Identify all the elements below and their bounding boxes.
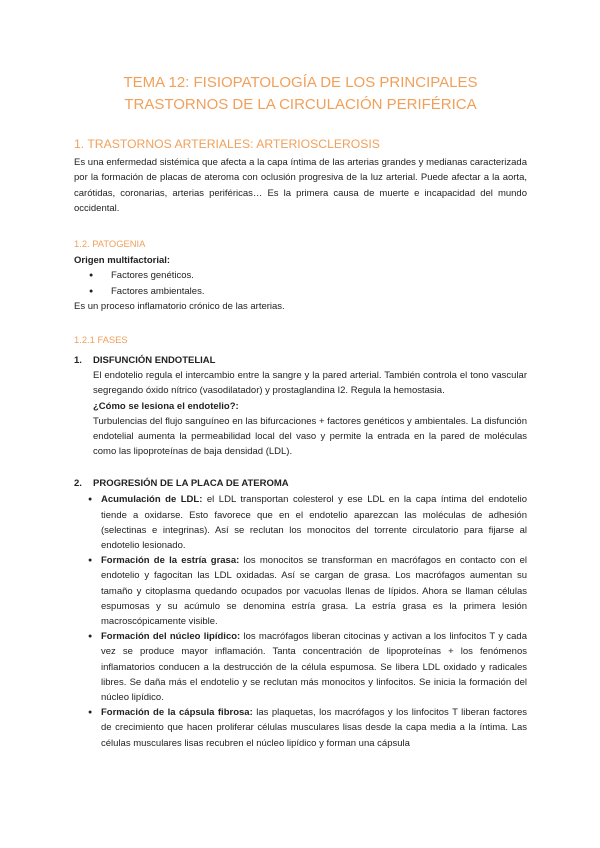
subsection-heading: 1.2. PATOGENIA <box>74 238 146 249</box>
section-heading: 1. TRASTORNOS ARTERIALES: ARTERIOSCLEROSIS <box>74 137 380 151</box>
phase-paragraph: El endotelio regula el intercambio entre la sangre y la pared arterial. También controla el tono vascular segregando óxido nítrico (vasodilatador) y prostaglandina I2. Regula la hemostasia. <box>93 370 527 397</box>
section-arteriosclerosis <box>74 137 527 216</box>
section-patogenia <box>74 236 527 314</box>
subsection-heading: 1.2.1 FASES <box>74 334 128 345</box>
list-item: ● Acumulación de LDL: el LDL transportan colesterol y ese LDL en la capa íntima del endotelio tiende a oxidarse. Esto favorece que en el endotelio aparezcan las moléculas de adhesión (selectinas e integrinas). Así se reclutan los monocitos del torrente circulatorio para fijarse al endotelio lesionado. <box>74 492 527 553</box>
list-item: ● Formación de la cápsula fibrosa: las plaquetas, los macrófagos y los linfocitos T liberan factores de crecimiento que hacen proliferar células musculares lisas desde la capa media a la íntima. Las células musculares lisas recubren el núcleo lipídico y forman una cápsula <box>74 705 527 751</box>
list-item: ● Formación de la estría grasa: los monocitos se transforman en macrófagos en contacto con el endotelio y fagocitan las LDL oxidadas. Así se cargan de grasa. Los macrófagos aumentan su tamaño y citoplasma quedando ocupados por vacuolas llenas de lípidos. Ahora se llaman células espumosas y su acúmulo se denomina estría grasa. La estría grasa es la primera lesión macroscópicamente visible. <box>74 553 527 629</box>
phase-heading: 2. PROGRESIÓN DE LA PLACA DE ATEROMA <box>74 478 289 490</box>
phase-heading: 1. DISFUNCIÓN ENDOTELIAL <box>74 355 216 367</box>
phase-1 <box>74 353 527 459</box>
phase-answer: Turbulencias del flujo sanguíneo en las bifurcaciones + factores genéticos y ambientales. La disfunción endotelial aumenta la permeabilidad local del vaso y permite la entrada en la pared de moléculas como las lipoproteínas de baja densidad (LDL). <box>93 415 527 458</box>
closing-paragraph: Es un proceso inflamatorio crónico de las arterias. <box>74 300 285 312</box>
section-fases <box>74 332 527 751</box>
list-item: ● Factores ambientales. <box>74 284 527 299</box>
phase-items-list <box>74 492 527 750</box>
factors-list <box>74 268 527 298</box>
origin-label: Origen multifactorial: <box>74 255 171 267</box>
page-title: TEMA 12: FISIOPATOLOGÍA DE LOS PRINCIPALES TRASTORNOS DE LA CIRCULACIÓN PERIFÉRICA <box>123 74 478 113</box>
phase-2 <box>74 476 527 750</box>
list-item: ● Formación del núcleo lipídico: los macrófagos liberan citocinas y activan a los linfocitos T y cada vez se produce mayor inflamación. Tanta concentración de lipoproteínas + los fenómenos inflamatorios conducen a la destrucción de la célula espumosa. Se libera LDL oxidado y radicales libres. Se daña más el endotelio y se reclutan más monocitos y linfocitos. Se inicia la formación del núcleo lipídico. <box>74 629 527 705</box>
section-intro-paragraph: Es una enfermedad sistémica que afecta a la capa íntima de las arterias grandes y medianas caracterizada por la formación de placas de ateroma con oclusión progresiva de la luz arterial. Puede afectar a la aorta, carótidas, coronarias, arterias periféricas… Es la primera causa de muerte e incapacidad del mundo occidental. <box>74 157 527 214</box>
list-item: ● Factores genéticos. <box>74 268 527 283</box>
phase-question: ¿Cómo se lesiona el endotelio?: <box>93 400 239 412</box>
